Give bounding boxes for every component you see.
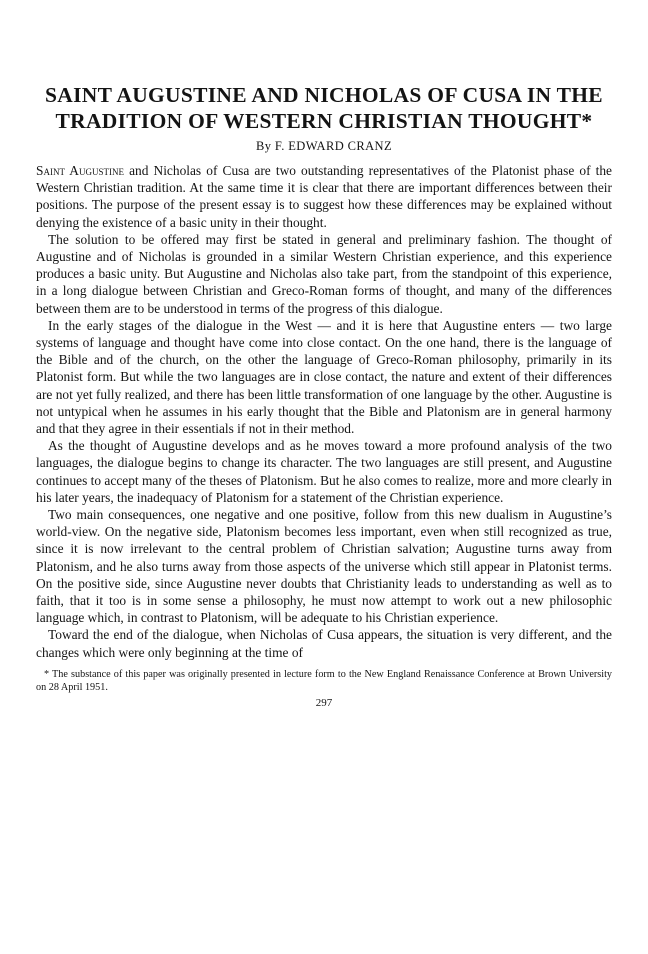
footnote	[36, 668, 612, 695]
article-body	[36, 162, 612, 661]
paragraph-5: Two main consequences, one negative and one positive, follow from this new dualism in Augustine’s world-view. On the negative side, Platonism becomes less important, even when still recognized as true, since it is now irrelevant to the central problem of Christian salvation; Augustine turns away from Platonism, and he also turns away from those aspects of the universe which still appear in Platonist terms. On the positive side, since Augustine never doubts that Christianity leads to understanding as well as to faith, that it too is in some sense a philosophy, he must now attempt to work out a new philosophic language which, in contrast to Platonism, will be adequate to his Christian experience.	[36, 507, 612, 626]
lead-in-smallcaps: Saint Augustine	[36, 163, 124, 178]
article-title	[36, 82, 612, 134]
footnote-text: * The substance of this paper was originally presented in lecture form to the New England Renaissance Conference at Brown University on 28 April 1951.	[36, 668, 612, 694]
paragraph-4: As the thought of Augustine develops and as he moves toward a more profound analysis of the two languages, the dialogue begins to change its character. The two languages are still present, and Augustine continues to accept many of the theses of Platonism. But he also comes to realize, more and more clearly in his later years, the inadequacy of Platonism for a statement of the Christian experience.	[36, 438, 612, 505]
paragraph-3: In the early stages of the dialogue in the West — and it is here that Augustine enters — two large systems of language and thought have come into close contact. On the one hand, there is the language of the Bible and of the church, on the other the language of Greco-Roman philosophy, primarily in its Platonist form. But while the two languages are in close contact, the nature and extent of their differences are not yet fully realized, and there has been little transformation of one language by the other. Augustine is not untypical when he assumes in his early thought that the Bible and Platonism are in general harmony and that they agree in their essentials if not in their method.	[36, 317, 612, 437]
paragraph-6: Toward the end of the dialogue, when Nicholas of Cusa appears, the situation is very different, and the changes which were only beginning at the time of	[36, 627, 612, 660]
paragraph-1	[36, 162, 612, 231]
title-line-2: TRADITION OF WESTERN CHRISTIAN THOUGHT*	[55, 109, 593, 133]
paragraph-2: The solution to be offered may first be stated in general and preliminary fashion. The thought of Augustine and of Nicholas is grounded in a similar Western Christian experience, and this experience produces a basic unity. But Augustine and Nicholas also take part, from the standpoint of this experience, in a long dialogue between Christian and Greco-Roman forms of thought, and many of the differences between them are to be understood in terms of the progress of this dialogue.	[36, 231, 612, 316]
author-byline: By F. EDWARD CRANZ	[255, 139, 393, 153]
title-line-1: SAINT AUGUSTINE AND NICHOLAS OF CUSA IN THE	[45, 83, 603, 107]
journal-page	[36, 0, 612, 954]
page-number: 297	[315, 696, 333, 709]
paragraph-1-text: and Nicholas of Cusa are two outstanding representatives of the Platonist phase of the Western Christian tradition. At the same time it is clear that there are important differences between their positions. The purpose of the present essay is to suggest how these differences may be explained without denying the existence of a basic unity in their thought.	[36, 163, 612, 230]
